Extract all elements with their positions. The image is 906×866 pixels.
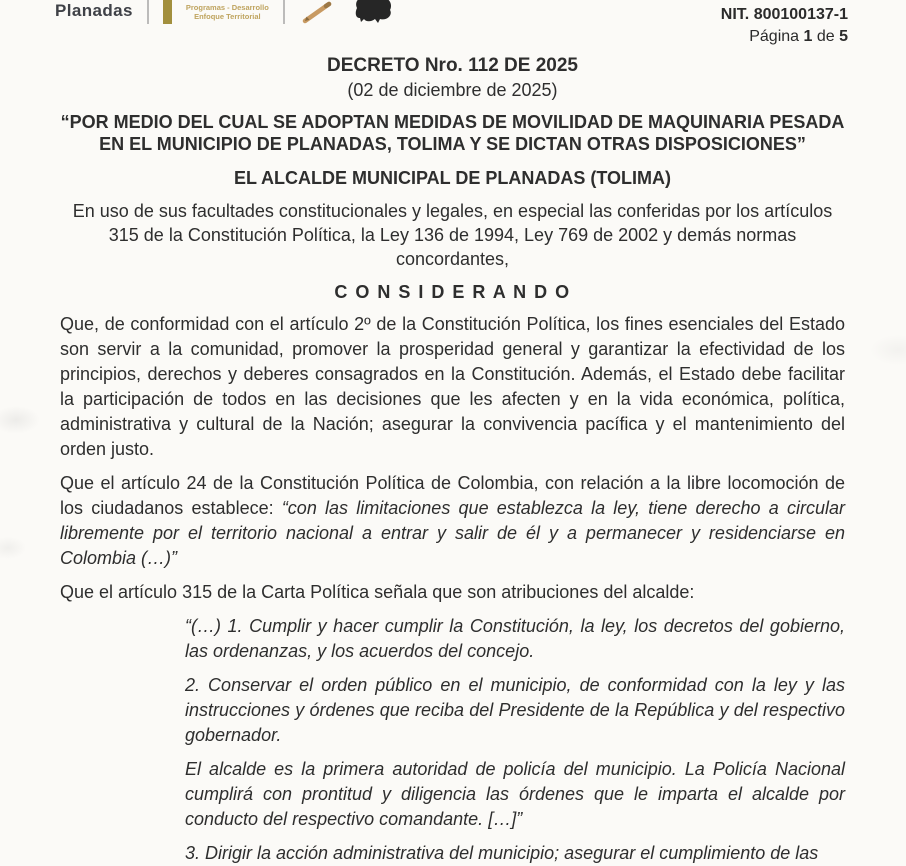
quoted-paragraph: 2. Conservar el orden público en el municipio, de conformidad con la ley y las instrucciones y órdenes que reciba del Presidente de la República y del respectivo gobernador. (185, 675, 845, 745)
pencil-logo-icon (299, 0, 335, 24)
nit-number: NIT. 800100137-1 (720, 6, 848, 23)
header-meta (721, 0, 848, 47)
pdet-logo-bar (163, 0, 172, 24)
logo-strip (55, 0, 393, 24)
decree-date: (02 de diciembre de 2025) (347, 80, 558, 100)
body-paragraph: Que, de conformidad con el artículo 2º de la Constitución Política, los fines esenciales del Estado son servir a la comunidad, promover la prosperidad general y garantizar la efectividad de los principios, derechos y deberes consagrados en la Constitución. Además, el Estado debe facilitar la participación de todos en las decisiones que les afecten y en la vida económica, política, administrativa y cultural de la Nación; asegurar la convivencia pacífica y el mantenimiento del orden justo. (60, 314, 845, 459)
document-header (0, 0, 906, 47)
body-paragraph (60, 471, 845, 571)
pdet-logo-text (186, 3, 269, 24)
preamble-paragraph: En uso de sus facultades constitucionales y legales, en especial las conferidas por los artículos 315 de la Constitución Política, la Ley 136 de 1994, Ley 769 de 2002 y demás normas concordantes, (72, 201, 833, 269)
emblem-icon (349, 0, 393, 24)
issuing-authority-heading: EL ALCALDE MUNICIPAL DE PLANADAS (TOLIMA) (234, 168, 671, 188)
quoted-paragraph: “(…) 1. Cumplir y hacer cumplir la Constitución, la ley, los decretos del gobierno, las ordenanzas, y los acuerdos del concejo. (185, 616, 845, 661)
decree-number-title: DECRETO Nro. 112 DE 2025 (327, 55, 578, 76)
divider (283, 0, 285, 24)
page-total: 5 (839, 28, 848, 45)
quoted-paragraph-clipped: 3. Dirigir la acción administrativa del municipio; asegurar el cumplimiento de las (185, 843, 819, 863)
paragraph-lead: Que el artículo 24 de la Constitución Política de Colombia, con relación a la libre locomoción de los ciudadanos establece: (60, 473, 845, 518)
pdet-logo-line2: Enfoque Territorial (194, 12, 261, 21)
body-paragraph: Que el artículo 315 de la Carta Política señala que son atribuciones del alcalde: (60, 582, 695, 602)
inline-quote: “con las limitaciones que establezca la ley, tiene derecho a circular libremente por el territorio nacional a entrar y salir de él y a permanecer y residenciarse en Colombia (…)” (60, 498, 845, 568)
document-body (0, 55, 906, 866)
municipality-logo-text: Planadas (55, 1, 133, 20)
quoted-paragraph: El alcalde es la primera autoridad de policía del municipio. La Policía Nacional cumplirá con prontitud y diligencia las órdenes que le imparta el alcalde por conducto del respectivo comandante. […]” (185, 759, 845, 829)
page-current: 1 (803, 28, 813, 45)
pdet-logo-line1: Programas - Desarrollo (185, 3, 269, 12)
considerando-section-heading: C O N S I D E R A N D O (334, 282, 571, 302)
divider (147, 0, 149, 24)
page-indicator: Página 1 de 5 (749, 28, 848, 45)
decree-subject-heading: “POR MEDIO DEL CUAL SE ADOPTAN MEDIDAS DE MOVILIDAD DE MAQUINARIA PESADA EN EL MUNICIPIO DE PLANADAS, TOLIMA Y SE DICTAN OTRAS DISPOSICIONES” (60, 112, 845, 154)
